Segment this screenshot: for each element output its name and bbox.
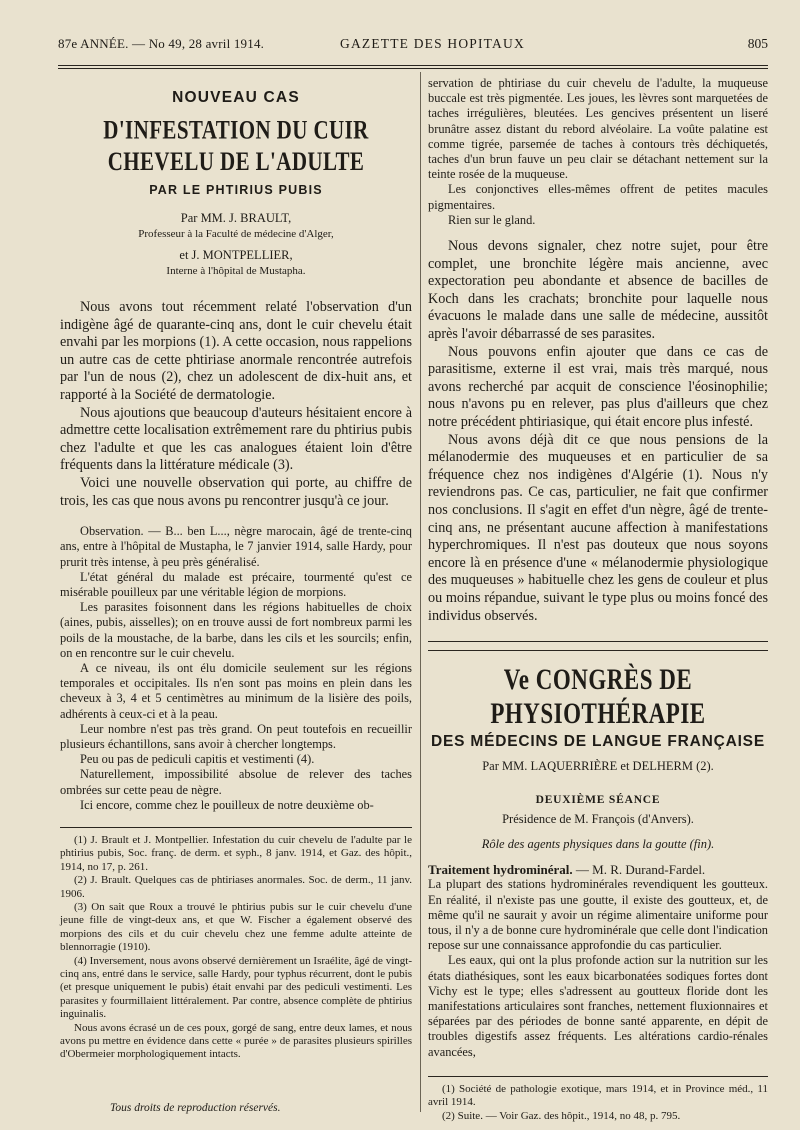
article1-paragraph: Nous devons signaler, chez notre sujet, pour être complet, une bronchite légère mais ancienne, avec expectoration peu abondante et absence de bacilles de Koch dans les crachats; bronchite pour laquelle nous évacuons le malade dans une salle de médecine, aussitôt après l'avoir débarrassé de ses parasites. bbox=[428, 238, 768, 342]
observation-continuation: Rien sur le gland. bbox=[448, 212, 536, 227]
observation-paragraph: Observation. — B... ben L..., nègre marocain, âgé de trente-cinq ans, entre à l'hôpital de Mustapha, le 7 janvier 1914, salle Hardy, pour prurit très intense, à peu près généralisé. bbox=[60, 524, 412, 569]
footnote-rule bbox=[60, 827, 412, 828]
subsection-author: — M. R. Durand-Fardel. bbox=[572, 862, 706, 878]
footnote: (1) Société de pathologie exotique, mars 1914, et in Province méd., 11 avril 1914. bbox=[428, 1082, 768, 1109]
article-separator bbox=[428, 641, 768, 642]
article2-title-line1: Ve CONGRÈS DE PHYSIOTHÉRAPIE bbox=[490, 663, 706, 730]
issue-info: 87e ANNÉE. — No 49, 28 avril 1914. bbox=[58, 36, 265, 51]
article1-author2-affiliation: Interne à l'hôpital de Mustapha. bbox=[166, 265, 306, 277]
session-heading: DEUXIÈME SÉANCE bbox=[535, 794, 661, 807]
session-topic: Rôle des agents physiques dans la goutte (fin). bbox=[481, 837, 715, 852]
article1-paragraph: Nous avons tout récemment relaté l'observation d'un indigène âgé de quarante-cinq ans, dont le cuir chevelu était envahi par les morpions (1). A cette occasion, nous rappelions un autre cas de cette phtiriase anormale rencontrée autrefois par l'un de nous (2), chez un adolescent de dix-huit ans, et rapporté à la Société de dermatologie. bbox=[60, 299, 412, 403]
running-header bbox=[58, 36, 768, 58]
article1-title-line3: PAR LE PHTIRIUS PUBIS bbox=[149, 183, 323, 197]
column-separator bbox=[420, 72, 421, 1112]
observation-paragraph: Leur nombre n'est pas très grand. On peut toutefois en recueillir plusieurs échantillons, sans avoir à chercher longtemps. bbox=[60, 721, 412, 751]
article2-authors: Par MM. LAQUERRIÈRE et DELHERM (2). bbox=[482, 759, 714, 774]
article1-paragraph: Nous ajoutions que beaucoup d'auteurs hésitaient encore à admettre cette localisation extrêmement rare du phtirius pubis chez l'adulte et que les cas analogues étaient loin d'être fréquents dans la littérature médicale (3). bbox=[60, 404, 412, 474]
observation-paragraph: Naturellement, impossibilité absolue de relever des taches ombrées sur cette peau de nègre. bbox=[60, 767, 412, 797]
footnote-rule bbox=[428, 1076, 768, 1077]
subsection-title: Traitement hydrominéral. bbox=[428, 862, 573, 878]
observation-paragraph: A ce niveau, ils ont élu domicile seulement sur les régions temporales et occipitales. Ils n'en sont pas moins en plein dans les cheveux à 3, 4 et 5 centimètres au minimum de la lisière des poils, adhérents à ceux-ci et à la peau. bbox=[60, 660, 412, 721]
subsection-heading bbox=[428, 862, 768, 877]
footnote: (4) Inversement, nous avons observé dernièrement un Israélite, âgé de vingt-cinq ans, entré dans le service, salle Hardy, pour typhus récurrent, dont le pubis (et presque uniquement le pubis) était envahi par des pediculi vestimenti. Les parasites y fourmillaient littéralement. Par contre, absence complète de phtirius inguinalis. bbox=[60, 954, 412, 1021]
article1-title-line2: D'INFESTATION DU CUIR CHEVELU DE L'ADULTE bbox=[103, 114, 369, 176]
left-column bbox=[60, 76, 412, 1062]
observation-paragraph: Les parasites foisonnent dans les régions habituelles de choix (aines, pubis, aisselles); on en trouve aussi de fort nombreux parmi les poils de la moustache, de la barbe, dans les cils et les sourcils; enfin, on en rencontre sur le cuir chevelu. bbox=[60, 600, 412, 660]
footnote: Nous avons écrasé un de ces poux, gorgé de sang, entre deux lames, et nous avons pu mettre en évidence dans cette « purée » de parasites plusieurs spirilles d'Obermeier morphologiquement intacts. bbox=[60, 1021, 412, 1061]
article1-paragraph: Nous pouvons enfin ajouter que dans ce cas de parasitisme, externe il est vrai, mais très marqué, nous avons recherché par acquit de conscience l'éosinophilie; nous n'avons pu en relever, pas plus d'ailleurs que chez notre précédent phtiriasique, qui était encore plus infesté. bbox=[428, 343, 768, 430]
observation-continuation: servation de phtiriase du cuir chevelu de l'adulte, la muqueuse buccale est très pigmentée. Les joues, les lèvres sont marquetées de taches irrégulières, bleutées. Les gencives présentent un liseré brunâtre assez distant du rebord alvéolaire. La voûte palatine est comme tigrée, parsemée de taches à contours très déchiquetés, taches d'un brun fauve un peu clair se détachant nettement sur la teinte rosée de la muqueuse. bbox=[428, 76, 768, 182]
article1-title-line1: NOUVEAU CAS bbox=[172, 89, 300, 106]
article1-author1-affiliation: Professeur à la Faculté de médecine d'Alger, bbox=[138, 228, 334, 240]
footnote: (1) J. Brault et J. Montpellier. Infestation du cuir chevelu de l'adulte par le phtirius pubis, Soc. franç. de derm. et syph., 8 janv. 1914, et Gaz. des hôpit., 1914, no 17, p. 261. bbox=[60, 833, 412, 873]
observation-paragraph: Ici encore, comme chez le pouilleux de notre deuxième ob- bbox=[80, 797, 374, 812]
article1-paragraph: Voici une nouvelle observation qui porte, au chiffre de trois, les cas que nous avons pu rencontrer jusqu'à ce jour. bbox=[60, 474, 412, 509]
observation-continuation: Les conjonctives elles-mêmes offrent de petites macules pigmentaires. bbox=[428, 182, 768, 212]
observation-paragraph: L'état général du malade est précaire, tourmenté qu'est ce misérable pouilleux par une véritable légion de morpions. bbox=[60, 569, 412, 599]
page-footer: Tous droits de reproduction réservés. bbox=[110, 1102, 281, 1114]
header-rule bbox=[58, 65, 768, 66]
session-president: Présidence de M. François (d'Anvers). bbox=[502, 812, 694, 827]
article1-paragraph: Nous avons déjà dit ce que nous pensions de la mélanodermie des muqueuses et en particulier de sa fréquence chez nos indigènes d'Algérie (1). Nous n'y reviendrons pas. Ce cas, particulier, ne fait que confirmer nos conclusions. Il s'agit en effet d'un nègre, âgé de trente-cinq ans, ne présentant aucune affection à manifestations hyperchromiques. Il n'est pas douteux que nous soyons encore là en présence d'une « mélanodermie physiologique des muqueuses » habituelle chez les gens de couleur et plus ou moins répandue, suivant le type plus ou moins foncé des individus observés. bbox=[428, 431, 768, 624]
article2-paragraph: La plupart des stations hydrominérales revendiquent les goutteux. En réalité, il n'existe pas une goutte, il existe des goutteux, et, de même qu'il ne saurait y avoir un régime alimentaire uniforme pour tous, il n'y a de bonne cure hydrominérale que celle dont l'indication repose sur une connaissance approfondie du cas particulier. bbox=[428, 877, 768, 953]
footnote: (3) On sait que Roux a trouvé le phtirius pubis sur le cuir chevelu d'une jeune fille de vingt-deux ans, et que W. Fischer a également observé des morpions des cils et du cuir chevelu chez une femme adulte atteinte de blennorragie (1910). bbox=[60, 901, 412, 954]
header-rule-thin bbox=[58, 68, 768, 69]
journal-title: GAZETTE DES HOPITAUX bbox=[340, 36, 525, 51]
article1-author2: et J. MONTPELLIER, bbox=[179, 248, 293, 262]
article1-author1: Par MM. J. BRAULT, bbox=[180, 211, 292, 225]
right-column bbox=[428, 76, 768, 1123]
observation-paragraph: Peu ou pas de pediculi capitis et vestimenti (4). bbox=[80, 752, 315, 767]
footnote: (2) Suite. — Voir Gaz. des hôpit., 1914, no 48, p. 795. bbox=[442, 1109, 681, 1122]
article-separator-thin bbox=[428, 650, 768, 651]
page-number: 805 bbox=[747, 36, 768, 51]
footnote: (2) J. Brault. Quelques cas de phtiriases anormales. Soc. de derm., 11 janv. 1906. bbox=[60, 874, 412, 900]
article2-paragraph: Les eaux, qui ont la plus profonde action sur la nutrition sur les états diathésiques, sont les eaux bicarbonatées sodiques fortes dont Vichy est le type; elles s'adressent au goutteux floride dont les manifestations articulaires sont franches, nettement fluxionnaires et séparées par des périodes de bonne santé apparente, en dépit de troubles digestifs assez fréquents. Les altérations cardio-rénales avancées, bbox=[428, 953, 768, 1059]
article2-title-line2: DES MÉDECINS DE LANGUE FRANÇAISE bbox=[431, 733, 765, 751]
